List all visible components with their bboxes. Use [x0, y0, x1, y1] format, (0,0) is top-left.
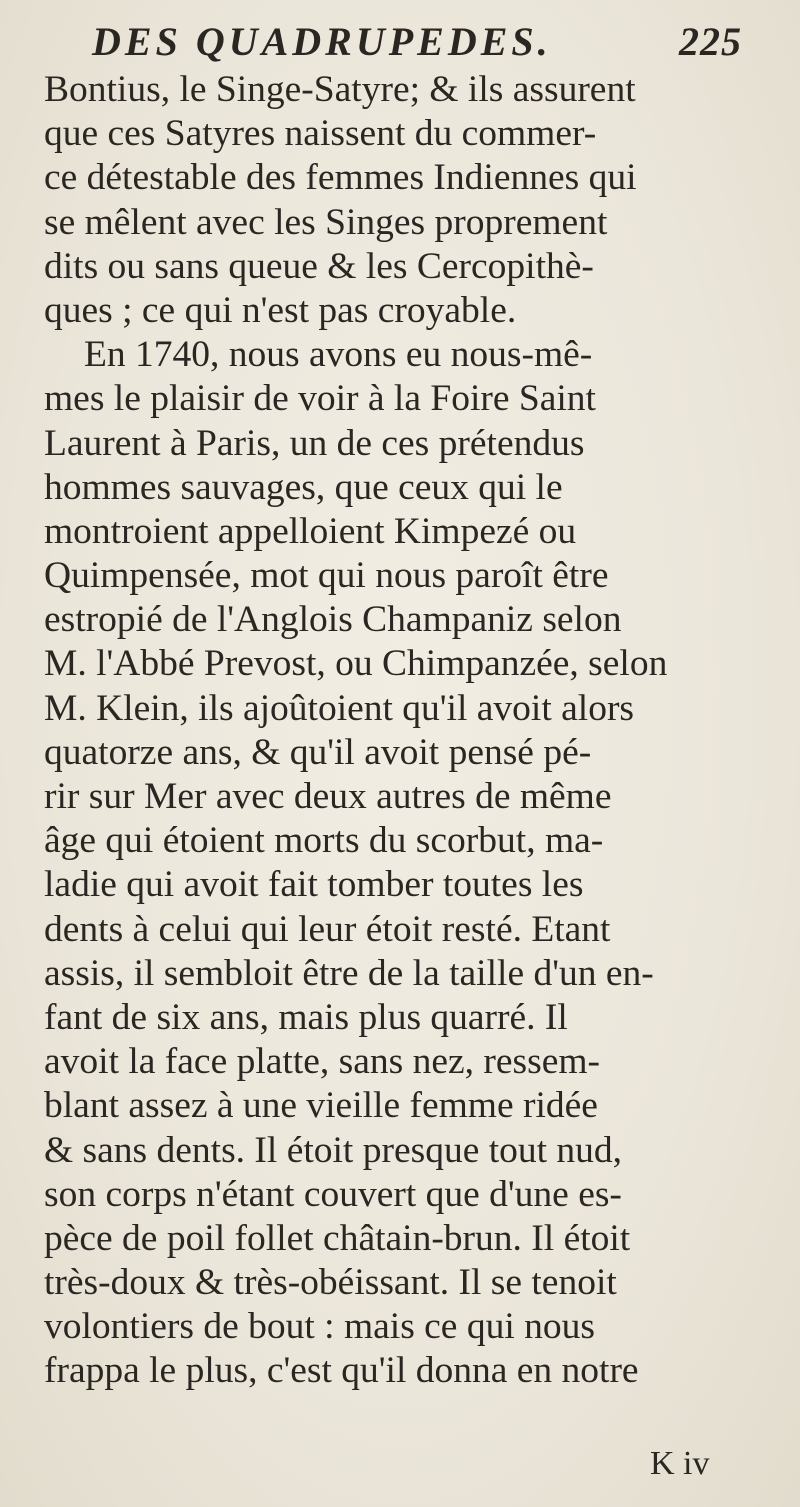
- text-line: dents à celui qui leur étoit resté. Etant: [44, 908, 611, 950]
- text-line: volontiers de bout : mais ce qui nous: [44, 1306, 595, 1348]
- text-line: hommes sauvages, que ceux qui le: [44, 466, 563, 508]
- text-line: quatorze ans, & qu'il avoit pensé pé-: [44, 731, 592, 773]
- text-line: blant assez à une vieille femme ridée: [44, 1085, 598, 1127]
- text-line: son corps n'étant couvert que d'une es-: [44, 1173, 622, 1215]
- body-text: [44, 68, 784, 1394]
- text-line: montroient appelloient Kimpezé ou: [44, 510, 577, 552]
- text-line: mes le plaisir de voir à la Foire Saint: [44, 378, 596, 420]
- text-line: pèce de poil follet châtain-brun. Il étoit: [44, 1217, 631, 1259]
- text-line: très-doux & très-obéissant. Il se tenoit: [44, 1262, 617, 1304]
- text-line: ques ; ce qui n'est pas croyable.: [44, 289, 517, 331]
- text-line: se mêlent avec les Singes proprement: [44, 201, 608, 243]
- page-number: 225: [679, 19, 742, 64]
- text-line: estropié de l'Anglois Champaniz selon: [44, 599, 622, 641]
- text-line: fant de six ans, mais plus quarré. Il: [44, 996, 568, 1038]
- text-line: M. l'Abbé Prevost, ou Chimpanzée, selon: [44, 643, 668, 685]
- text-line: Bontius, le Singe-Satyre; & ils assurent: [44, 69, 636, 110]
- text-line: Quimpensée, mot qui nous paroît être: [44, 555, 609, 597]
- text-line: assis, il sembloit être de la taille d'un en-: [44, 952, 654, 994]
- text-line: & sans dents. Il étoit presque tout nud,: [44, 1129, 623, 1171]
- text-line: ladie qui avoit fait tomber toutes les: [44, 864, 584, 906]
- text-line: M. Klein, ils ajoûtoient qu'il avoit alors: [44, 687, 635, 729]
- running-title: DES QUADRUPEDES.: [92, 19, 552, 64]
- text-line: avoit la face platte, sans nez, ressem-: [44, 1041, 600, 1083]
- text-line: âge qui étoient morts du scorbut, ma-: [44, 820, 604, 862]
- text-line: ce détestable des femmes Indiennes qui: [44, 157, 637, 199]
- text-line: dits ou sans queue & les Cercopithè-: [44, 245, 594, 287]
- text-line: Laurent à Paris, un de ces prétendus: [44, 422, 585, 464]
- text-line: rir sur Mer avec deux autres de même: [44, 776, 612, 817]
- text-line: que ces Satyres naissent du commer-: [44, 113, 597, 155]
- text-line: frappa le plus, c'est qu'il donna en notre: [44, 1350, 639, 1392]
- signature-mark: K iv: [650, 1445, 710, 1482]
- paragraph-start-line: En 1740, nous avons eu nous-mê-: [84, 334, 593, 376]
